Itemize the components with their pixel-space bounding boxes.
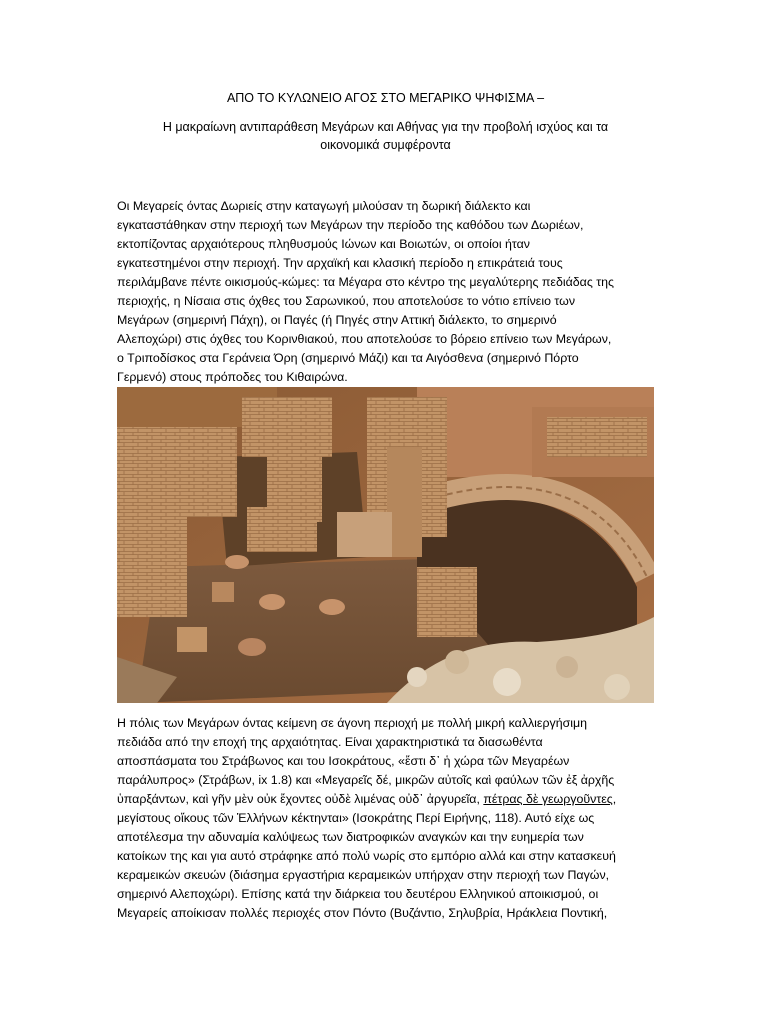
text-segment: ὑπαρξάντων, καὶ γῆν μὲν οὐκ ἔχοντες οὐδὲ λιμένας οὐδ᾿ ἀργυρεῖα, xyxy=(117,792,484,806)
text-line: Μεγαρείς αποίκισαν πολλές περιοχές στον Πόντο (Βυζάντιο, Σηλυβρία, Ηράκλεια Ποντική, xyxy=(117,906,608,920)
text-line: εγκατεστημένοι στην περιοχή. Την αρχαϊκή και κλασική περίοδο η επικράτειά τους xyxy=(117,256,563,270)
text-line: πεδιάδα από την εποχή της αρχαιότητας. Είναι χαρακτηριστικά τα διασωθέντα xyxy=(117,735,543,749)
text-line: εγκαταστάθηκαν στην περιοχή των Μεγάρων την περίοδο της καθόδου των Δωριέων, xyxy=(117,218,584,232)
text-line: Γερμενό) στους πρόποδες του Κιθαιρώνα. xyxy=(117,370,348,384)
text-line: Μεγάρων (σημερινή Πάχη), οι Παγές (ή Πηγές στην Αττική διάλεκτο, το σημερινό xyxy=(117,313,557,327)
subtitle-line: Η μακραίωνη αντιπαράθεση Μεγάρων και Αθήνας για την προβολή ισχύος και τα xyxy=(162,120,609,134)
paragraph-intro xyxy=(117,197,657,387)
subtitle-line: οικονομικά συμφέροντα xyxy=(320,138,451,152)
paragraph-history xyxy=(117,714,657,923)
underlined-quote: πέτρας δὲ γεωργοῦντες xyxy=(483,792,613,806)
excavation-photo xyxy=(117,387,654,703)
text-line: κεραμεικών σκευών (διάσημα εργαστήρια κεραμεικών υπήρχαν στην περιοχή των Παγών, xyxy=(117,868,610,882)
text-line: ο Τριποδίσκος στα Γεράνεια Όρη (σημερινό Μάζι) και τα Αιγόσθενα (σημερινό Πόρτο xyxy=(117,351,579,365)
document-subtitle xyxy=(117,118,654,154)
text-line xyxy=(117,790,657,809)
text-line: Αλεποχώρι) στις όχθες του Κορινθιακού, που αποτελούσε το βόρειο επίνειο των Μεγάρων, xyxy=(117,332,612,346)
text-line: αποσπάσματα του Στράβωνος και του Ισοκράτους, «ἔστι δ᾿ ἡ χώρα τῶν Μεγαρέων xyxy=(117,754,570,768)
text-line: Οι Μεγαρείς όντας Δωριείς στην καταγωγή μιλούσαν τη δωρική διάλεκτο και xyxy=(117,199,531,213)
text-line: περιοχής, η Νίσαια στις όχθες του Σαρωνικού, που αποτελούσε το νότιο επίνειο των xyxy=(117,294,576,308)
text-line: εκτοπίζοντας αρχαιότερους πληθυσμούς Ιώνων και Βοιωτών, οι οποίοι ήταν xyxy=(117,237,530,251)
text-line: αποτέλεσμα την αδυναμία καλύψεως των διατροφικών αναγκών και την ευημερία των xyxy=(117,830,584,844)
text-line: παράλυπρος» (Στράβων, ix 1.8) και «Μεγαρεῖς δέ, μικρῶν αὐτοῖς καὶ φαύλων τῶν ἐξ ἀρχῆς xyxy=(117,773,615,787)
text-segment: , xyxy=(612,792,617,806)
text-line: περιλάμβανε πέντε οικισμούς-κώμες: τα Μέγαρα στο κέντρο της μεγαλύτερης πεδιάδας της xyxy=(117,275,615,289)
text-line: κατοίκων της και για αυτό στράφηκε από πολύ νωρίς στο εμπόριο αλλά και στην κατασκευή xyxy=(117,849,616,863)
text-line: Η πόλις των Μεγάρων όντας κείμενη σε άγονη περιοχή με πολλή μικρή καλλιεργήσιμη xyxy=(117,716,588,730)
text-line: σημερινό Αλεποχώρι). Επίσης κατά την διάρκεια του δευτέρου Ελληνικού αποικισμού, οι xyxy=(117,887,599,901)
document-title: ΑΠΟ ΤΟ ΚΥΛΩΝΕΙΟ ΑΓΟΣ ΣΤΟ ΜΕΓΑΡΙΚΟ ΨΗΦΙΣΜΑ – xyxy=(226,91,545,105)
text-line: μεγίστους οἴκους τῶν Ἑλλήνων κέκτηνται» (Ισοκράτης Περί Ειρήνης, 118). Αυτό είχε ως xyxy=(117,811,595,825)
